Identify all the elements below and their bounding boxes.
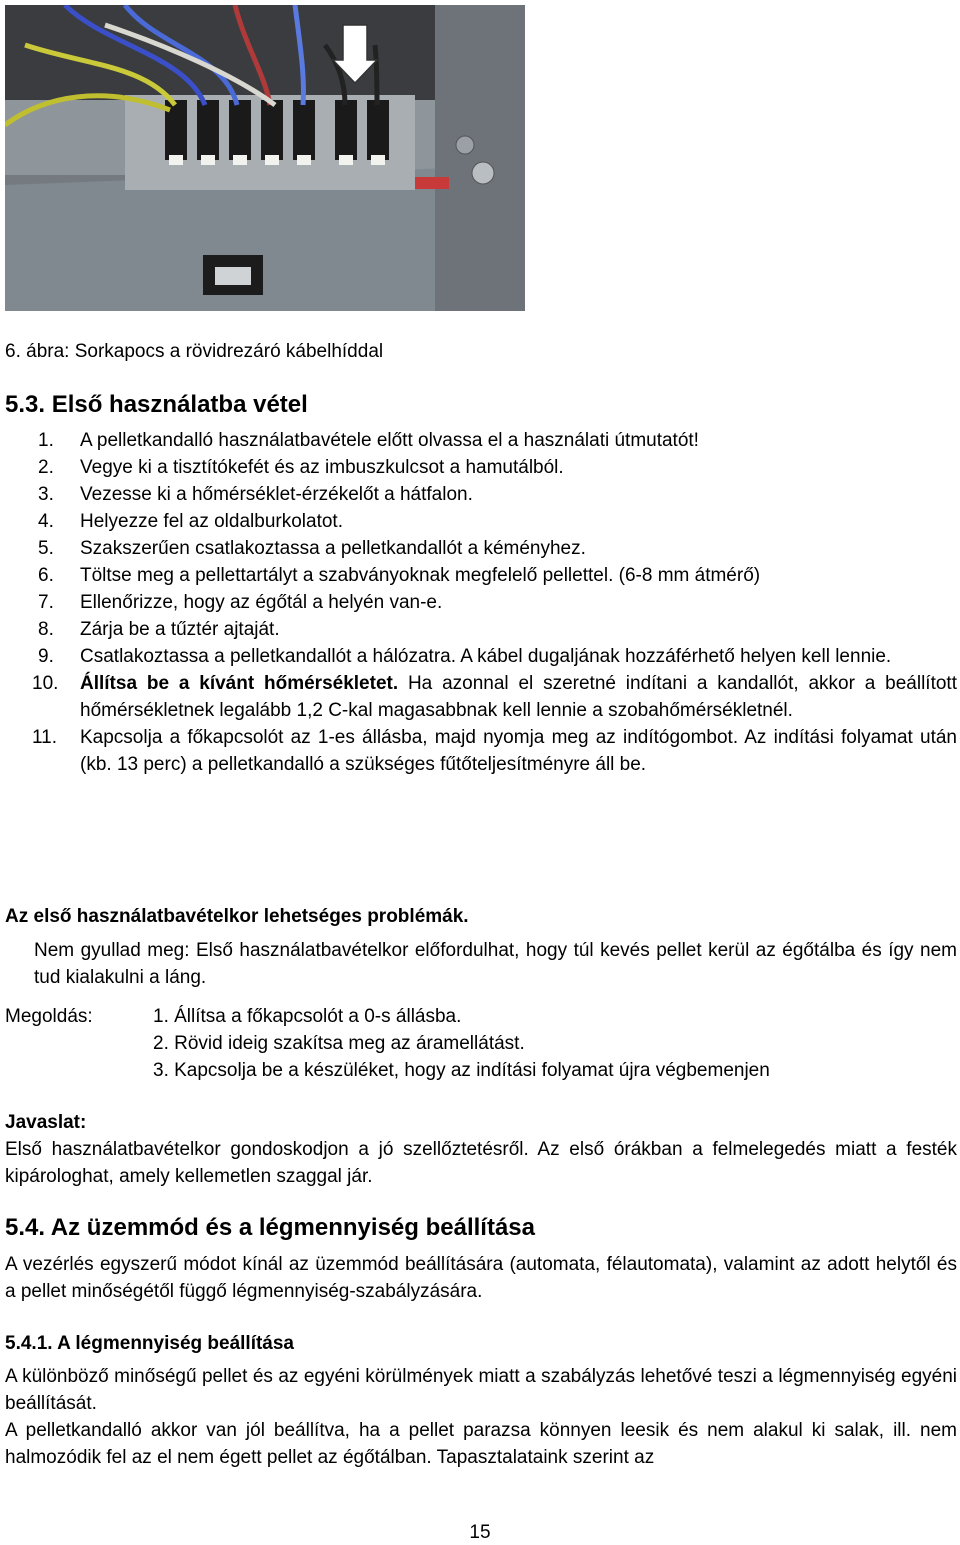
step-bold-text: Állítsa be a kívánt hőmérsékletet. [80, 673, 399, 694]
section-54-title: 5.4. Az üzemmód és a légmennyiség beállítása [5, 1214, 535, 1241]
list-item: 9. Csatlakoztassa a pelletkandallót a hálózatra. A kábel dugaljának hozzáférhető helyen kell lennie. [38, 646, 892, 667]
list-item: 1. Állítsa a főkapcsolót a 0-s állásba. [153, 1006, 462, 1027]
list-item: 2. Vegye ki a tisztítókefét és az imbuszkulcsot a hamutálból. [38, 457, 564, 478]
problems-text: Nem gyullad meg: Első használatbavételkor előfordulhat, hogy túl kevés pellet kerül az égőtálba és így nem tud kialakulni a láng. [34, 940, 957, 988]
list-item: 4. Helyezze fel az oldalburkolatot. [38, 511, 343, 532]
figure-caption: 6. ábra: Sorkapocs a rövidrezáró kábelhíddal [5, 341, 384, 362]
list-item: 2. Rövid ideig szakítsa meg az áramellátást. [153, 1033, 525, 1054]
list-item: 3. Kapcsolja be a készüléket, hogy az indítási folyamat újra végbemenjen [153, 1060, 770, 1081]
list-item: 10. Állítsa be a kívánt hőmérsékletet. Ha azonnal el szeretné indítani a kandallót, akkor a beállított hőmérsékletnek legalább 1,2 C-kal magasabbnak kell lennie a szobahőmérsékletnél. [32, 673, 957, 721]
terminal-block-photo [5, 5, 525, 311]
page-number: 15 [469, 1522, 491, 1543]
list-item: 5. Szakszerűen csatlakoztassa a pelletkandallót a kéményhez. [38, 538, 586, 559]
list-item: 3. Vezesse ki a hőmérséklet-érzékelőt a hátfalon. [38, 484, 473, 505]
section-53-title: 5.3. Első használatba vétel [5, 391, 308, 418]
solution-list [153, 1003, 770, 1084]
section-541-text1: A különböző minőségű pellet és az egyéni körülmények miatt a szabályzás lehetővé teszi a légmennyiség egyéni beállítását. [5, 1366, 957, 1414]
list-item: 1. A pelletkandalló használatbavétele előtt olvassa el a használati útmutatót! [38, 430, 699, 451]
section-541-title: 5.4.1. A légmennyiség beállítása [5, 1333, 294, 1354]
list-item: 6. Töltse meg a pellettartályt a szabványoknak megfelelő pellettel. (6-8 mm átmérő) [38, 565, 761, 586]
list-item: 8. Zárja be a tűztér ajtaját. [38, 619, 280, 640]
advice-text: Első használatbavételkor gondoskodjon a jó szellőztetésről. Az első órákban a felmelegedés miatt a festék kipárologhat, amely kellemetlen szaggal jár. [5, 1139, 957, 1187]
section-54-text: A vezérlés egyszerű módot kínál az üzemmód beállítására (automata, félautomata), valamint az adott helytől és a pellet minőségétől függő légmennyiség-szabályzására. [5, 1254, 957, 1302]
solution-label: Megoldás: [5, 1006, 93, 1027]
problems-title: Az első használatbavételkor lehetséges problémák. [5, 906, 469, 927]
list-item: 11. Kapcsolja a főkapcsolót az 1-es állásba, majd nyomja meg az indítógombot. Az indítási folyamat után (kb. 13 perc) a pelletkandalló a szükséges fűtőteljesítményre áll be. [32, 727, 957, 775]
section-541-text2: A pelletkandalló akkor van jól beállítva, ha a pellet parazsa könnyen leesik és nem alakul ki salak, ill. nem halmozódik fel az el nem égett pellet az égőtálban. Tapasztalataink szerint az [5, 1420, 957, 1468]
step-text: Ha azonnal el szeretné indítani a kandallót, akkor a beállított hőmérsékletnek legalább 1,2 C-kal magasabbnak kell lennie a szobahőmérsékletnél. [80, 673, 957, 721]
list-item: 7. Ellenőrizze, hogy az égőtál a helyén van-e. [38, 592, 443, 613]
advice-title: Javaslat: [5, 1112, 87, 1133]
first-use-steps [5, 427, 957, 778]
